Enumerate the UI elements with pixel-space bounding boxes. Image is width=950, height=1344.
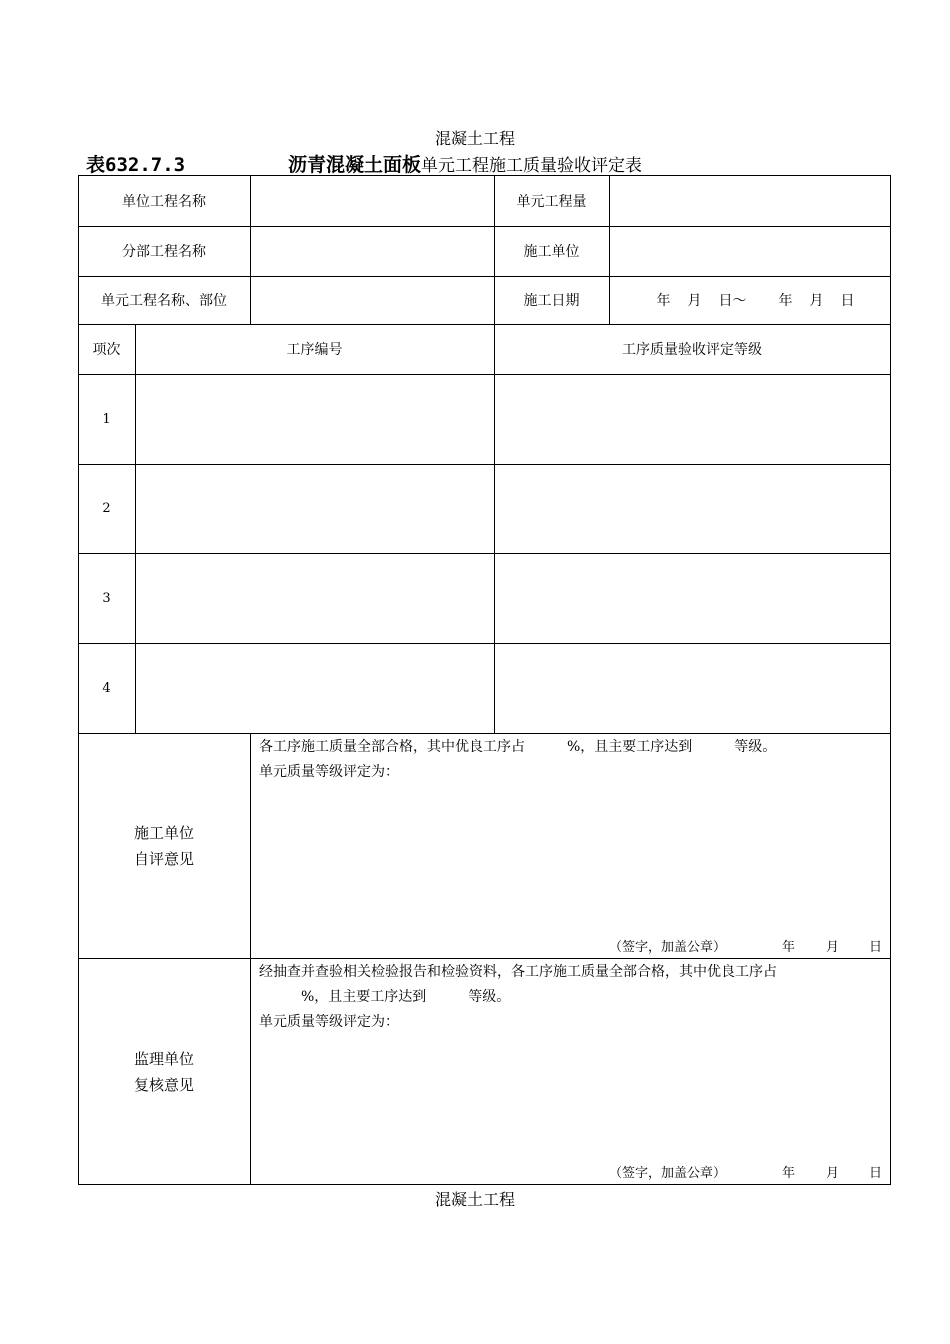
construction-unit-field[interactable] [609,226,890,276]
title-rest-part: 单元工程施工质量验收评定表 [421,156,643,176]
construction-date-label: 施工日期 [523,293,580,309]
column-header-grade: 工序质量验收评定等级 [622,342,762,358]
page-title [288,150,642,177]
self-evaluation-day: 日 [869,940,883,955]
row-number: 4 [102,680,111,696]
unit-project-name-field[interactable] [250,175,494,226]
self-evaluation-label [78,820,250,872]
footer-category: 混凝土工程 [434,1190,515,1209]
process-code-field[interactable] [135,553,494,643]
construction-unit-label: 施工单位 [523,244,580,260]
construction-date-field[interactable] [609,276,890,324]
date-day-end: 日 [840,293,855,309]
supervision-review-label-line1: 监理单位 [133,1050,194,1068]
supervision-review-text[interactable] [259,960,879,1035]
supervision-review-statement-line1: 经抽查并查验相关检验报告和检验资料，各工序施工质量全部合格，其中优良工序占 [259,964,777,980]
date-month-end: 月 [809,293,824,309]
column-header-process-code: 工序编号 [286,342,343,358]
grade-field[interactable] [494,374,890,464]
grade-field[interactable] [494,643,890,733]
supervision-review-month: 月 [826,1166,840,1181]
row-number: 3 [102,590,111,606]
self-evaluation-grade-prompt: 单元质量等级评定为： [259,764,399,780]
supervision-review-label [78,1046,250,1098]
unit-work-quantity-label: 单元工程量 [516,193,587,210]
process-code-field[interactable] [135,643,494,733]
supervision-review-label-line2: 复核意见 [133,1076,194,1094]
date-year-end: 年 [778,293,793,309]
date-year-start: 年 [656,293,671,309]
row-number: 2 [102,501,111,516]
self-evaluation-label-line1: 施工单位 [133,824,194,842]
grade-field[interactable] [494,553,890,643]
self-evaluation-statement: 各工序施工质量全部合格，其中优良工序占 %，且主要工序达到 等级。 [259,739,777,755]
supervision-review-year: 年 [782,1166,796,1181]
supervision-review-day: 日 [869,1166,883,1181]
unit-work-name-location-label: 单元工程名称、部位 [101,293,227,309]
self-evaluation-year: 年 [782,940,796,955]
date-day-start: 日～ [718,293,747,309]
row-number: 1 [102,411,111,427]
self-evaluation-signature: （签字，加盖公章） [609,940,727,955]
grade-field[interactable] [494,464,890,553]
table-number: 表632.7.3 [86,154,186,176]
process-code-field[interactable] [135,374,494,464]
header-category: 混凝土工程 [434,129,515,148]
self-evaluation-month: 月 [826,940,840,955]
process-code-field[interactable] [135,464,494,553]
supervision-review-statement-line2: %，且主要工序达到 等级。 [259,989,511,1005]
date-month-start: 月 [687,293,702,309]
self-evaluation-text[interactable] [259,735,879,785]
division-project-name-field[interactable] [250,226,494,276]
division-project-name-label: 分部工程名称 [122,244,206,260]
unit-project-name-label: 单位工程名称 [122,193,206,210]
supervision-review-signature: （签字，加盖公章） [609,1166,727,1181]
title-bold-part: 沥青混凝土面板 [288,154,422,176]
supervision-review-grade-prompt: 单元质量等级评定为： [259,1014,399,1030]
unit-work-quantity-field[interactable] [609,175,890,226]
column-header-item-no: 项次 [92,342,121,358]
self-evaluation-label-line2: 自评意见 [133,850,194,868]
unit-work-name-location-field[interactable] [250,276,494,324]
